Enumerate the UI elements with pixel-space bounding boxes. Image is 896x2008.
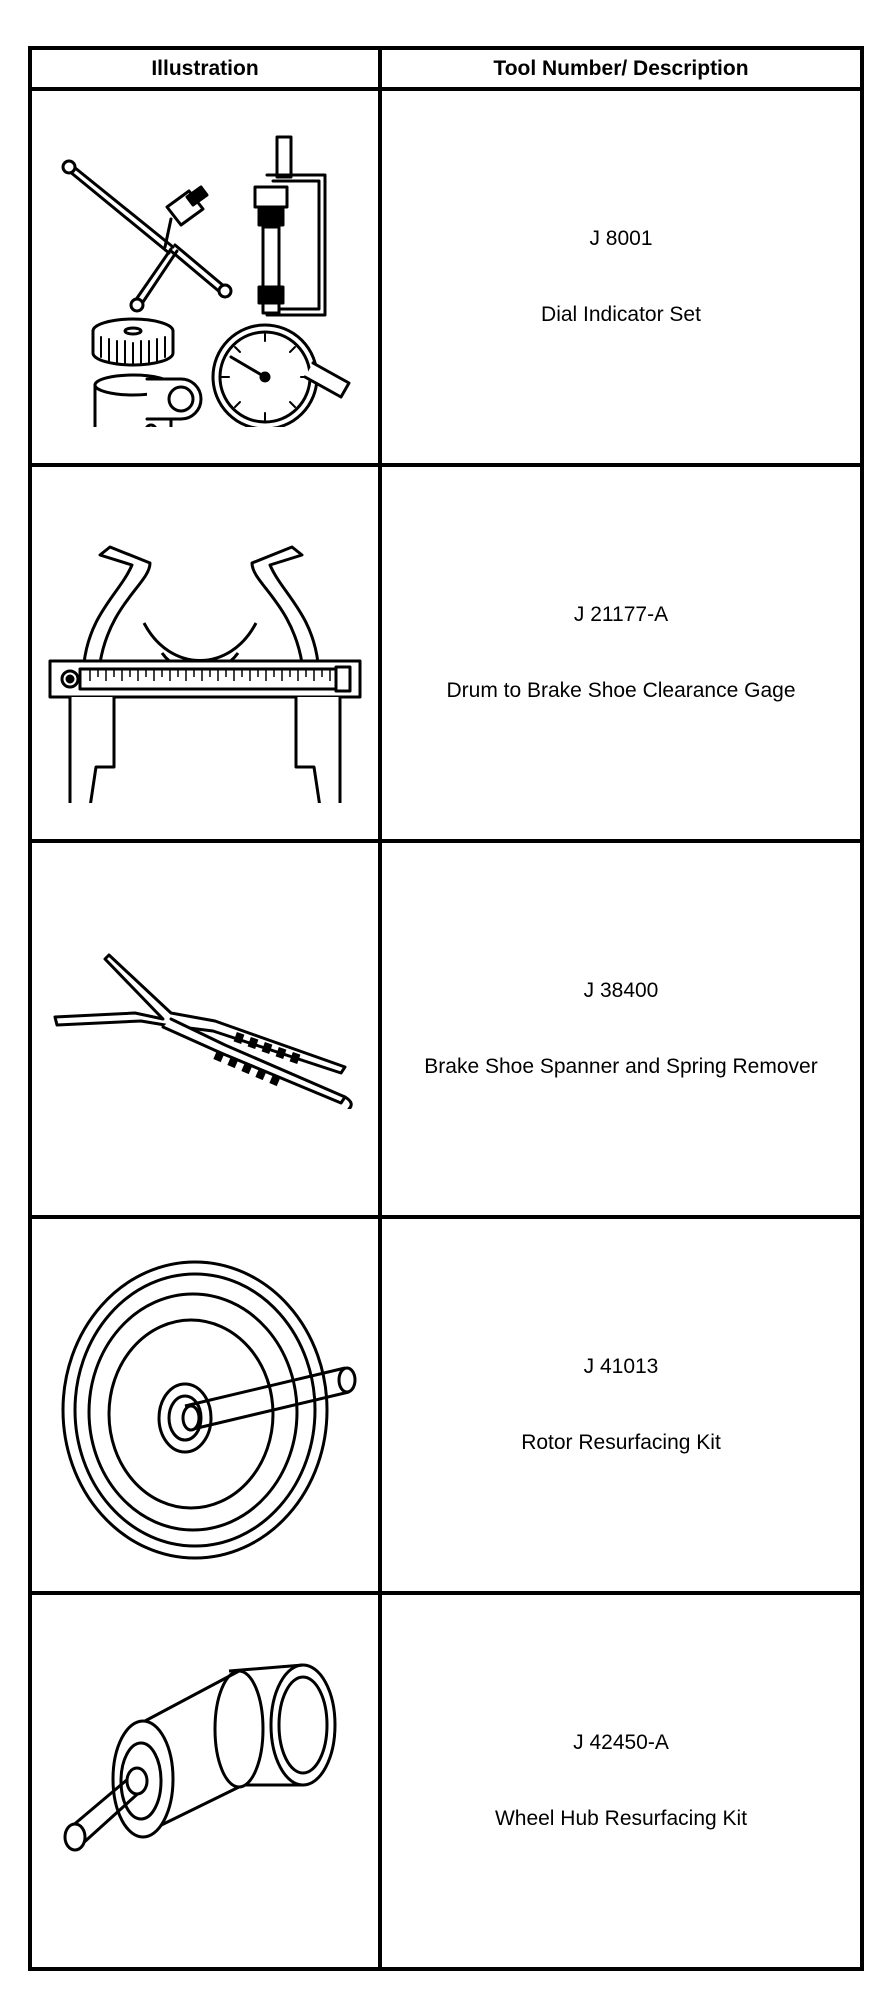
tool-description: Brake Shoe Spanner and Spring Remover xyxy=(424,1055,818,1078)
tool-number: J 41013 xyxy=(583,1355,659,1378)
clearance-gage-icon xyxy=(40,503,370,803)
illustration-cell xyxy=(30,465,380,841)
description-cell xyxy=(380,89,862,465)
table-row xyxy=(30,1593,862,1969)
dial-indicator-set-icon xyxy=(55,127,355,427)
illustration-cell xyxy=(30,841,380,1217)
rotor-resurfacing-kit-icon xyxy=(45,1250,365,1560)
description-cell xyxy=(380,1217,862,1593)
tool-number: J 42450-A xyxy=(573,1731,669,1754)
header-illustration: Illustration xyxy=(30,48,380,89)
tool-number: J 38400 xyxy=(583,979,659,1002)
tool-description: Wheel Hub Resurfacing Kit xyxy=(494,1807,748,1830)
illustration-cell xyxy=(30,1217,380,1593)
table-row xyxy=(30,89,862,465)
special-tools-table xyxy=(28,46,864,1971)
table-row xyxy=(30,841,862,1217)
header-tool-number: Tool Number/ Description xyxy=(380,48,862,89)
tool-description: Dial Indicator Set xyxy=(541,303,701,326)
description-cell xyxy=(380,1593,862,1969)
header-row xyxy=(30,48,862,89)
table-row xyxy=(30,1217,862,1593)
tool-number: J 21177-A xyxy=(573,603,669,626)
tool-description: Rotor Resurfacing Kit xyxy=(521,1431,721,1454)
description-cell xyxy=(380,465,862,841)
illustration-cell xyxy=(30,1593,380,1969)
illustration-cell xyxy=(30,89,380,465)
tool-number: J 8001 xyxy=(589,227,653,250)
spanner-spring-remover-icon xyxy=(45,949,365,1109)
description-cell xyxy=(380,841,862,1217)
table-row xyxy=(30,465,862,841)
wheel-hub-resurfacing-kit-icon xyxy=(45,1651,365,1911)
tool-description: Drum to Brake Shoe Clearance Gage xyxy=(446,679,796,702)
